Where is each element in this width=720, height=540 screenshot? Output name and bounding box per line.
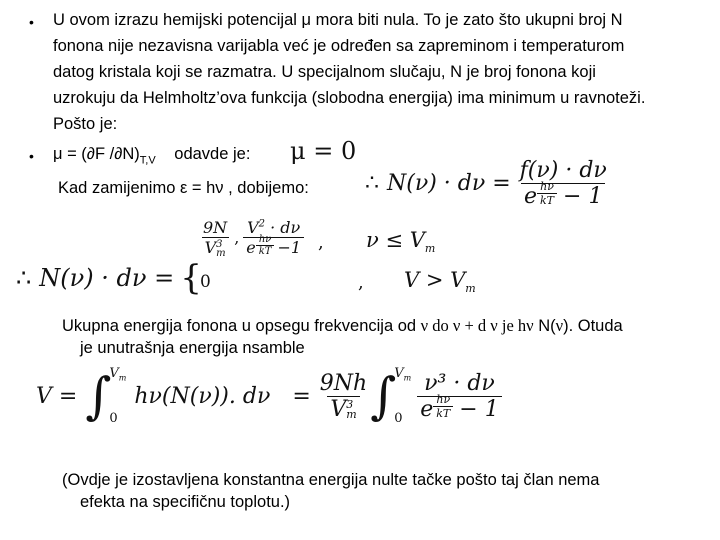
case1-num-sup: 2 <box>258 218 266 230</box>
bullet-1: • <box>29 14 34 30</box>
phonon-density-equation <box>365 158 610 209</box>
upper-limit-base: V <box>109 366 119 381</box>
case1-exp-den: kT <box>256 245 275 257</box>
paragraph-3-line-1 <box>62 314 623 338</box>
piecewise-case-1 <box>200 218 304 258</box>
exp-base: e <box>523 184 537 209</box>
energy-den-suffix: − 1 <box>459 396 499 422</box>
case1-coef-denominator <box>202 237 229 258</box>
case1-coefficient <box>200 218 230 258</box>
energy-coef-den-sub: m <box>346 407 357 421</box>
integral-sign-2: ∫ <box>370 367 397 425</box>
integral-upper-limit <box>109 366 126 383</box>
note-line-1: (Ovdje je izostavljena konstantna energija nulte tačke pošto taj član nema <box>62 471 600 489</box>
exponent-fraction <box>537 180 557 207</box>
energy-coef-den-base: V <box>330 396 347 422</box>
case2-value: 0 <box>200 272 211 292</box>
energy-fraction <box>417 371 501 422</box>
energy-exp-num: hν <box>436 392 451 406</box>
energy-exponent <box>433 393 453 420</box>
case1-fraction <box>243 218 304 257</box>
equals-sign: = <box>292 383 311 409</box>
equation-lhs: N(ν) · dν = <box>387 171 511 196</box>
energy-lhs: V = <box>36 383 78 409</box>
therefore-symbol: ∴ <box>16 264 32 292</box>
upper2-sub: m <box>403 373 412 383</box>
second-integral <box>370 366 411 426</box>
case1-exp-num: hν <box>258 234 272 246</box>
p3-text-d: N( <box>533 317 556 335</box>
energy-coef-den-sup: 3 <box>346 397 354 411</box>
case2-cond-sub: m <box>465 282 476 296</box>
piecewise-brace: { <box>180 258 202 298</box>
chemical-potential-definition <box>53 142 250 172</box>
internal-energy-equation <box>36 366 502 426</box>
case1-comma-inner: , <box>234 228 240 248</box>
substitution-text: Kad zamijenimo ε = hν , dobijemo: <box>58 179 309 197</box>
coef-den-sup: 3 <box>216 238 223 250</box>
case1-coef-numerator: 9N <box>203 218 228 237</box>
case1-den-suffix: −1 <box>277 238 302 258</box>
integral-sign: ∫ <box>85 367 112 425</box>
integrand: hν(N(ν)). dν <box>134 383 271 409</box>
p3-text-f: ). Otuda <box>563 317 623 335</box>
case2-cond-text: V > V <box>404 268 466 292</box>
energy-denominator <box>417 392 501 422</box>
case1-denominator <box>243 234 304 258</box>
p3-text-b: ν do ν + d ν je h <box>420 316 527 335</box>
odavde-label: odavde je: <box>174 145 251 163</box>
integral2-lower-limit: 0 <box>394 411 403 426</box>
note-line-2: efekta na specifičnu toplotu.) <box>80 493 291 511</box>
p3-text-a: Ukupna energija fonona u opsegu frekvencija od <box>62 317 421 335</box>
case1-cond-sub: m <box>424 242 436 256</box>
integral-lower-limit: 0 <box>109 411 118 426</box>
energy-coef-denominator <box>327 396 359 422</box>
paragraph-1-line: uzrokuju da Helmholtz’ova funkcija (slobodna energija) ima minimum u ravnoteži. <box>53 89 646 107</box>
p3-text-c: ν <box>526 316 534 335</box>
coef-den-base: V <box>204 238 217 257</box>
case1-comma: , <box>318 232 324 253</box>
upper2-base: V <box>394 366 404 381</box>
paragraph-1-line: Pošto je: <box>53 115 118 133</box>
chem-pot-text: μ = (∂F /∂N) <box>53 145 140 163</box>
case1-cond-text: ν ≤ V <box>366 228 425 252</box>
case1-num-base: V <box>247 218 259 238</box>
paragraph-1-line: datog kristala koji se razmatra. U specijalnom slučaju, N je broj fonona koji <box>53 63 596 81</box>
piecewise-equation-lhs: N(ν) · dν = <box>39 264 175 292</box>
energy-exp-base: e <box>420 396 434 422</box>
paragraph-1-line: U ovom izrazu hemijski potencijal μ mora biti nula. To je zato što ukupni broj N <box>53 11 623 29</box>
chem-pot-subscript: T,V <box>139 154 156 167</box>
piecewise-lhs <box>16 258 202 298</box>
case1-exponent <box>256 234 275 257</box>
coef-den-sub: m <box>216 247 226 259</box>
first-integral <box>85 366 126 426</box>
exponent-denominator: kT <box>537 193 557 207</box>
fraction <box>517 158 610 209</box>
p3-text-e: ν <box>555 316 564 335</box>
paragraph-3-line-2: je unutrašnja energija nsamble <box>80 339 305 357</box>
paragraph-1-line: fonona nije nezavisna varijabla već je određen sa zapreminom i temperaturom <box>53 37 625 55</box>
fraction-denominator <box>521 180 605 209</box>
case1-num-tail: · dν <box>270 218 301 238</box>
energy-coefficient <box>317 371 370 422</box>
case2-comma: , <box>358 272 364 293</box>
case2-condition <box>404 268 476 295</box>
bullet-2: • <box>29 148 34 164</box>
energy-exp-den: kT <box>433 406 453 420</box>
case1-condition <box>366 228 435 255</box>
energy-numerator: ν³ · dν <box>424 370 495 396</box>
exponent-numerator: hν <box>540 180 554 193</box>
mu-equals-zero: μ = 0 <box>290 137 357 165</box>
denominator-suffix: − 1 <box>563 184 603 209</box>
upper-limit-sub: m <box>118 373 127 383</box>
integral2-upper-limit <box>394 366 411 383</box>
case1-exp-base: e <box>246 238 256 258</box>
energy-coef-numerator: 9Nh <box>319 370 368 396</box>
fraction-numerator: f(ν) · dν <box>519 158 607 183</box>
therefore-symbol: ∴ <box>365 171 379 196</box>
